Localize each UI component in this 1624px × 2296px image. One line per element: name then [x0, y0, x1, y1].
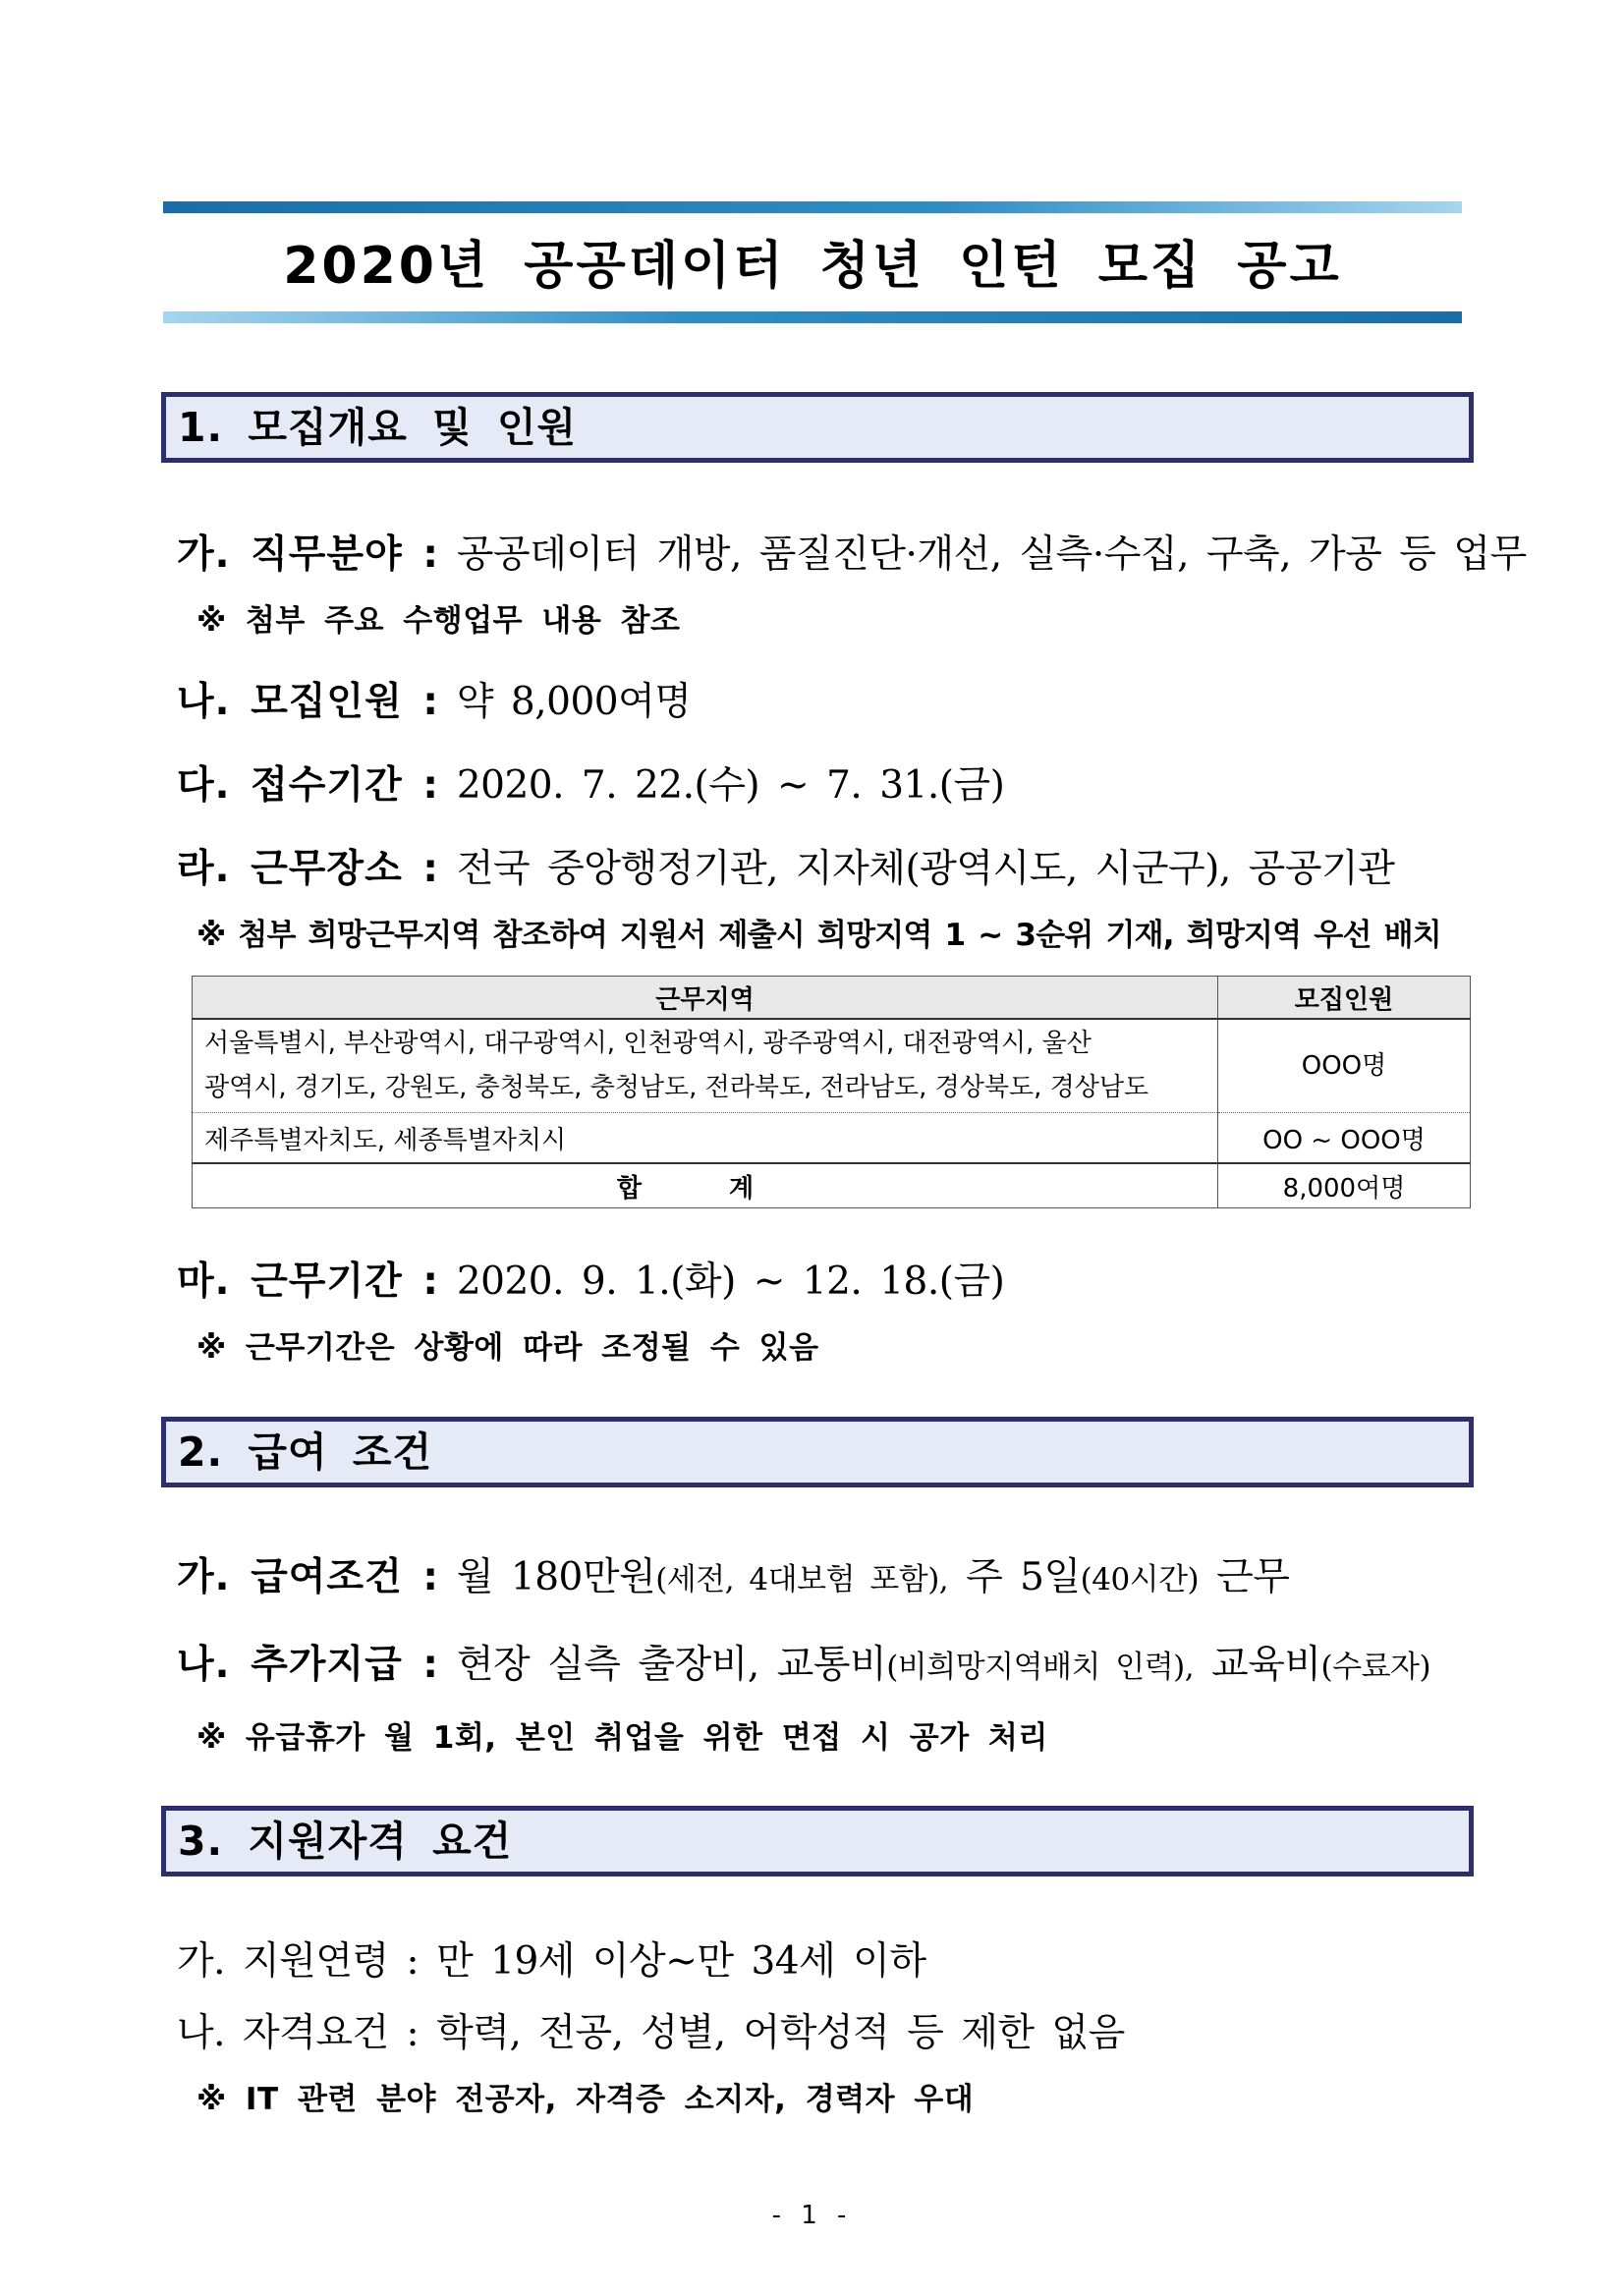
table-cell-region: 제주특별자치도, 세종특별자치시 [193, 1113, 1218, 1164]
section-heading-1: 1. 모집개요 및 인원 [161, 392, 1474, 463]
item-label: 마. 근무기간 : [177, 1260, 439, 1304]
item-text: 월 180만원 [456, 1555, 656, 1599]
table-row [193, 1019, 1471, 1113]
region-table [192, 976, 1471, 1208]
item-recruit-count [177, 671, 691, 726]
table-cell-count: OO ~ OOO명 [1218, 1113, 1471, 1164]
item-label: 나. 추가지급 : [177, 1643, 439, 1687]
item-text: 2020. 7. 22.(수) ~ 7. 31.(금) [456, 763, 1005, 808]
item-text-small: (세전, 4대보험 포함), [655, 1562, 949, 1597]
item-application-period [177, 755, 1004, 810]
item-text: 공공데이터 개방, 품질진단·개선, 실측·수집, 구축, 가공 등 업무 [456, 532, 1527, 577]
title-bottom-rule [163, 311, 1462, 323]
item-text: 2020. 9. 1.(화) ~ 12. 18.(금) [456, 1260, 1005, 1304]
page-number: - 1 - [771, 2201, 853, 2230]
item-extra-pay [177, 1634, 1430, 1689]
item-label: 다. 접수기간 : [177, 763, 439, 808]
section-heading-2: 2. 급여 조건 [161, 1417, 1474, 1487]
table-total-label: 합 계 [193, 1163, 1218, 1208]
table-header-region: 근무지역 [193, 977, 1218, 1020]
note-work-place: ※ 첨부 희망근무지역 참조하여 지원서 제출시 희망지역 1 ~ 3순위 기재, 희망지역 우선 배치 [196, 918, 1441, 953]
item-text: 주 5일 [966, 1555, 1081, 1599]
item-salary [177, 1546, 1289, 1601]
item-text-small: (40시간) [1080, 1562, 1200, 1597]
table-total-row [193, 1163, 1471, 1208]
table-cell-count: OOO명 [1218, 1019, 1471, 1113]
item-text: 교육비 [1211, 1643, 1321, 1687]
item-text: 약 8,000여명 [456, 680, 692, 724]
document-title: 2020년 공공데이터 청년 인턴 모집 공고 [283, 237, 1342, 296]
table-header-row [193, 977, 1471, 1020]
item-text: 근무 [1216, 1555, 1290, 1599]
item-text-small: (수료자) [1320, 1650, 1431, 1685]
item-qualification: 나. 자격요건 : 학력, 전공, 성별, 어학성적 등 제한 없음 [177, 2011, 1125, 2055]
table-header-count: 모집인원 [1218, 977, 1471, 1020]
item-text: 현장 실측 출장비, 교통비 [456, 1643, 887, 1687]
item-age: 가. 지원연령 : 만 19세 이상~만 34세 이하 [177, 1939, 926, 1984]
item-work-place [177, 838, 1394, 893]
item-job-field [177, 524, 1527, 579]
note-work-period: ※ 근무기간은 상황에 따라 조정될 수 있음 [196, 1330, 819, 1366]
item-label: 라. 근무장소 : [177, 847, 439, 891]
note-job-field: ※ 첨부 주요 수행업무 내용 참조 [196, 603, 681, 639]
item-text-small: (비희망지역배치 인력), [886, 1650, 1195, 1685]
table-total-value: 8,000여명 [1218, 1163, 1471, 1208]
section-heading-3: 3. 지원자격 요건 [161, 1806, 1474, 1876]
item-label: 가. 급여조건 : [177, 1555, 439, 1599]
item-text: 전국 중앙행정기관, 지자체(광역시도, 시군구), 공공기관 [456, 847, 1395, 891]
note-preference: ※ IT 관련 분야 전공자, 자격증 소지자, 경력자 우대 [196, 2082, 975, 2117]
item-label: 가. 직무분야 : [177, 532, 439, 577]
table-row [193, 1113, 1471, 1164]
note-paid-leave: ※ 유급휴가 월 1회, 본인 취업을 위한 면접 시 공가 처리 [196, 1720, 1048, 1756]
region-line: 서울특별시, 부산광역시, 대구광역시, 인천광역시, 광주광역시, 대전광역시, 울산 [204, 1029, 1092, 1058]
region-line: 광역시, 경기도, 강원도, 충청북도, 충청남도, 전라북도, 전라남도, 경상북도, 경상남도 [204, 1073, 1149, 1102]
table-cell-region [193, 1019, 1218, 1113]
item-work-period [177, 1251, 1004, 1306]
item-label: 나. 모집인원 : [177, 680, 439, 724]
title-top-rule [163, 201, 1462, 213]
